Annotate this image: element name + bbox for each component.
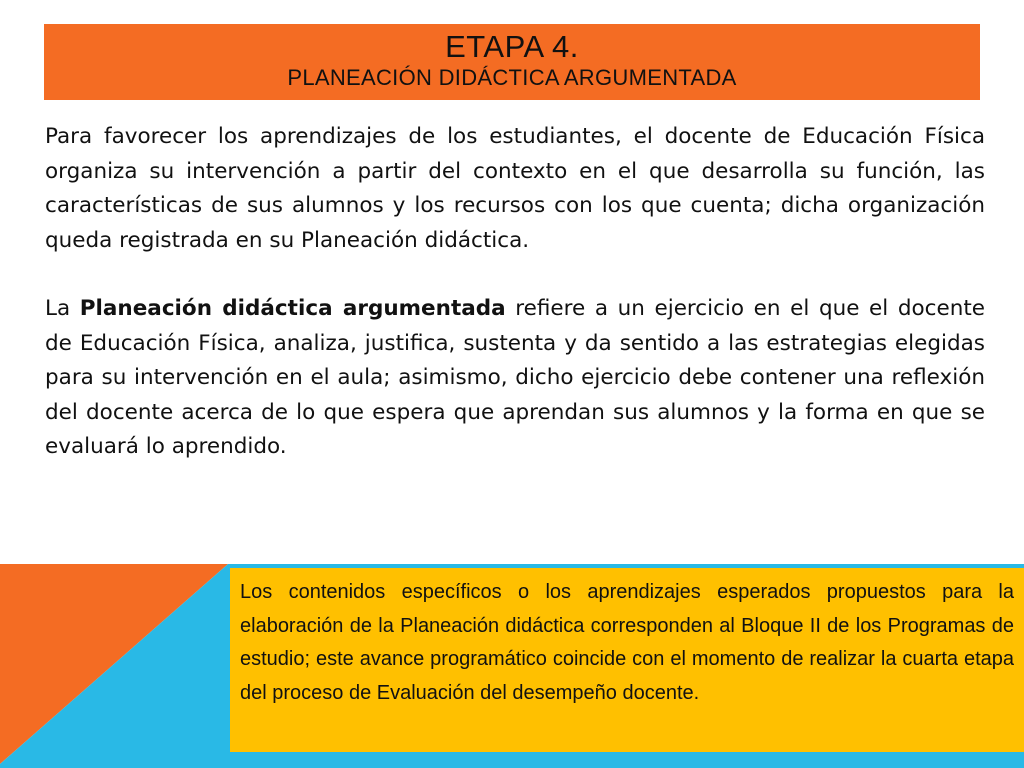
callout-text: Los contenidos específicos o los aprendizajes esperados propuestos para la elaboración de la Planeación didáctica corresponden al Bloque II de los Programas de estudio; este avance programático coincide con el momento de realizar la cuarta etapa del proceso de Evaluación del desempeño docente. [240,581,1014,704]
paragraph-1: Para favorecer los aprendizajes de los estudiantes, el docente de Educación Física organiza su intervención a partir del contexto en el que desarrolla su función, las características de sus alumnos y los recursos con los que cuenta; dicha organización queda registrada en su Planeación didáctica. [45,124,985,253]
paragraph-2 [45,292,985,465]
paragraph-2-start: La [45,296,80,321]
paragraph-2-bold: Planeación didáctica argumentada [79,296,506,321]
callout-box [230,568,1024,752]
slide-title: ETAPA 4. [445,29,579,64]
paragraph-2-rest: refiere a un ejercicio en el que el docente de Educación Física, analiza, justifica, sustenta y da sentido a las estrategias elegidas para su intervención en el aula; asimismo, dicho ejercicio debe contener una reflexión del docente acerca de lo que espera que aprendan sus alumnos y la forma en que se evaluará lo aprendido. [45,296,986,459]
body-content [45,120,985,465]
title-banner [44,24,980,100]
slide-subtitle: PLANEACIÓN DIDÁCTICA ARGUMENTADA [287,65,737,90]
